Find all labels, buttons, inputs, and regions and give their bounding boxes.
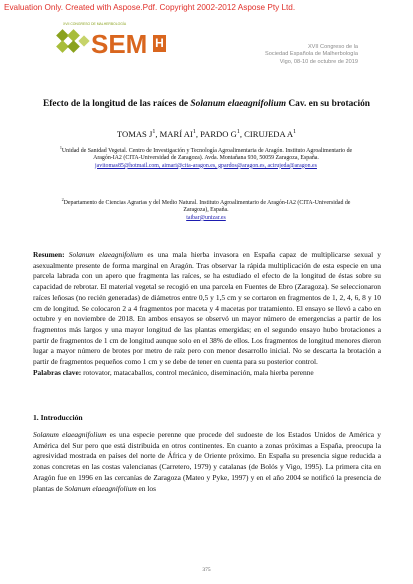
watermark-text: Evaluation Only. Created with Aspose.Pdf. Copyright 2002-2012 Aspose Pty Ltd.	[4, 3, 296, 12]
logo-wordmark: SEM	[91, 29, 148, 59]
intro-species-1: Solanum elaeagnifolium	[33, 430, 107, 439]
keywords-paragraph	[33, 368, 381, 379]
leaf-icon	[54, 28, 94, 58]
congress-line-2: Sociedad Española de Malherbología	[265, 51, 358, 58]
abstract-label: Resumen:	[33, 250, 69, 259]
affiliation-2-text: Departamento de Ciencias Agrarias y del Medio Natural. Instituto Agroalimentario de Aragón-IA2 (CITA-Universidad de Zaragoza), España.	[63, 200, 351, 214]
affiliation-1-sup: 1	[59, 145, 62, 151]
affiliation-1-emails[interactable]: javitomas85@hotmail.com, aimari@cita-aragon.es, gpardos@aragon.es, acirujeda@aragon.es	[95, 162, 317, 169]
logo-tagline: XVII CONGRESO DE MALHERBOLOGÍA	[63, 22, 127, 26]
intro-paragraph	[33, 430, 381, 494]
author-4: CIRUJEDA A	[244, 129, 294, 139]
affiliation-2-sup: 2	[61, 197, 64, 203]
author-1: TOMAS J	[116, 129, 153, 139]
paper-title	[40, 98, 373, 111]
congress-line-3: Vigo, 08-10 de octubre de 2019	[279, 58, 358, 65]
author-2-sup: 1	[192, 129, 196, 136]
author-3: PARDO G	[200, 129, 237, 139]
abstract-species: Solanum elaeagnifolium	[68, 250, 144, 259]
affiliation-2	[56, 197, 356, 222]
author-3-sup: 1	[236, 129, 240, 136]
intro-text-1: es una especie perenne que procede del sudoeste de los Estados Unidos de América y América del Sur pero que está distribuida en otros continentes. En cuanto a zonas próximas a España, preocupa la agresividad mostrada en países del norte de África y de Oriente próximo. En España su presencia sigue reducida a zonas concretas en las costas valencianas (Carretero, 1979) y catalanas (de Bolós y Vigo, 1995). La primera cita en Aragón fue en 1996 en las cercanías de Zaragoza (Mateo y Pyke, 1997) y en el año 2004 se notificó la presencia de plantas de	[33, 430, 381, 493]
abstract-text: es una mala hierba invasora en España capaz de multiplicarse sexual y asexualmente presente de forma marginal en Aragón. Tras observar la rápida multiplicación de esta especie en una parcela labrada con un apero que fragmenta las raíces, se ha estudiado el efecto de la longitud de éstas sobre su capacidad de rebrotar. El material vegetal se recogió en una parcela en Fuentes de Ebro (Zaragoza). Se seleccionaron raíces leñosas (no recién generadas) de diámetros entre 0,5 y 1,5 cm y se cortaron en fragmentos de 1, 2, 4, 6, 8 y 10 cm de longitud. Se colocaron 2 a 4 fragmentos por maceta y 4 macetas por tratamiento. El ensayo se llevó a cabo en octubre y en noviembre de 2018. En ambos ensayos se observó un mayor número de emergencias a partir de los fragmentos más largos y una mayor longitud de las plantas emergidas; en el segundo ensayo hubo brotaciones a partir de fragmentos de 1 cm de longitud aunque solo en el 38% de ellos. Los fragmentos de longitud menores dieron lugar a mayor número de brotes por metro de raíz pero con menor desarrollo inicial. No se descarta la brotación a partir de fragmentos pequeños como 1 cm y se debe de tener en cuenta para su posterior control.	[33, 250, 382, 367]
intro-text-2: en los	[136, 483, 156, 493]
congress-line-1: XVII Congreso de la	[307, 44, 358, 50]
affiliation-2-email[interactable]: taibar@unizar.es	[186, 214, 226, 221]
intro-species-2: Solanum elaeagnifolium	[64, 483, 137, 493]
abstract-paragraph	[33, 250, 381, 368]
affiliation-1-text: Unidad de Sanidad Vegetal. Centro de Investigación y Tecnología Agroalimentaria de Aragón. Instituto Agroalimentario de Aragón-IA2 (CITA-Universidad de Zaragoza). Avda. Montañana 930, 50059 Zaragoza, España.	[61, 148, 353, 162]
logo-badge: H	[153, 35, 166, 52]
keywords-label: Palabras clave:	[33, 368, 82, 377]
authors-line: TOMAS $J^1$, MARÍ $AI^1$, PARDO $G^1$, CIRUJEDA $A^1$	[116, 129, 297, 139]
keywords-text: rotovator, matacaballos, control mecánico, diseminación, mala hierba perenne	[81, 368, 314, 377]
title-pre: Efecto de la longitud de las raíces de	[43, 99, 191, 109]
title-post: Cav. en su brotación	[286, 99, 370, 109]
congress-info	[238, 44, 358, 66]
author-4-sup: 1	[293, 129, 297, 136]
author-2: MARÍ AI	[159, 129, 193, 139]
title-species: Solanum elaeagnifolium	[190, 99, 287, 109]
section-heading-introduction: 1. Introducción	[33, 413, 83, 422]
affiliation-1	[56, 145, 356, 170]
page-number: 375	[202, 567, 211, 573]
semh-logo	[52, 22, 170, 80]
author-1-sup: 1	[152, 129, 156, 136]
